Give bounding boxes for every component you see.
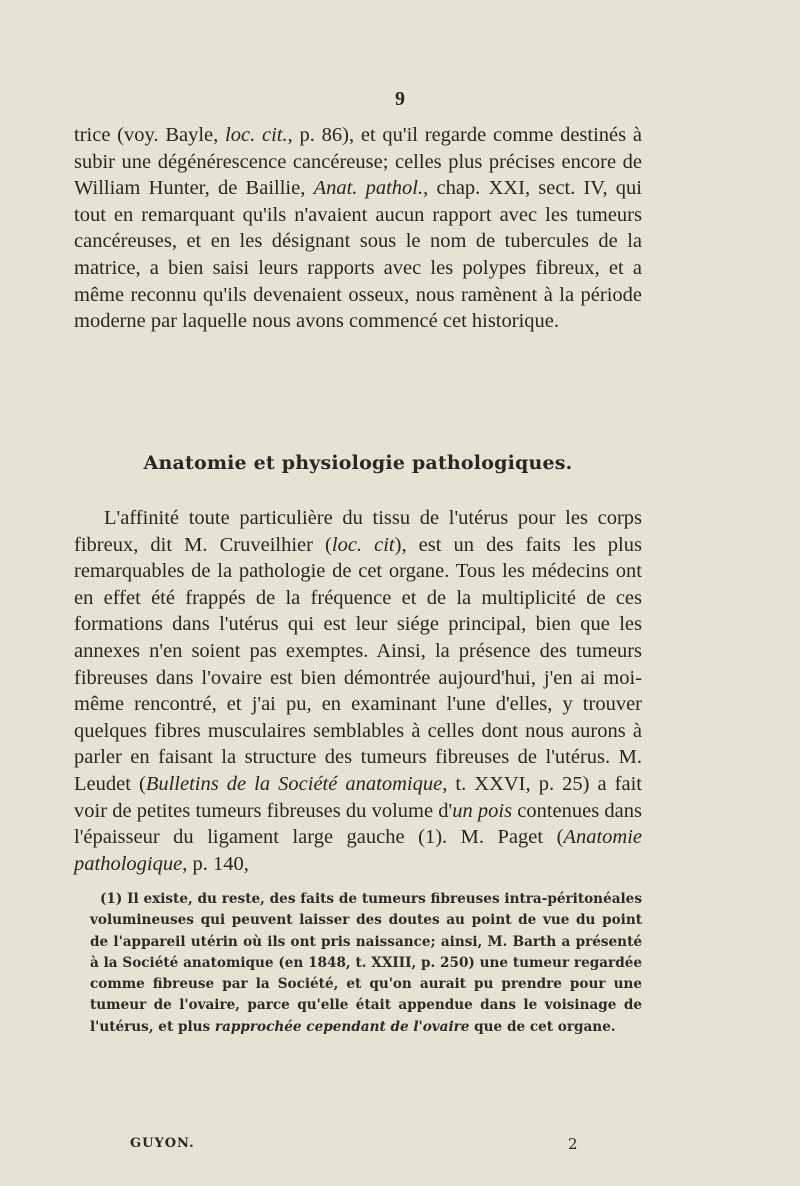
citation-italic: loc. cit. (225, 124, 288, 146)
paragraph-continuation (74, 122, 642, 335)
text-run: , t. XXVI, p. 25) a fait voir de petites tumeurs fibreuses du volume d' (74, 772, 642, 822)
text-run: contenues dans l'épaisseur du ligament large gauche (1). M. Paget ( (74, 799, 642, 849)
citation-italic: loc. cit (331, 533, 395, 556)
text-run: , p. 140, (182, 852, 249, 875)
citation-italic: un pois (452, 799, 513, 822)
page-number: 9 (395, 88, 405, 110)
footnote-text: (1) Il existe, du reste, des faits de tumeurs fibreuses intra-péritonéales volumineuses qui peuvent laisser des doutes au point de vue du point de l'appareil utérin où ils ont pris naissance; ainsi, M. Barth a présenté à la Société anatomique (en 1848, t. XXIII, p. 250) une tumeur regardée comme fibreuse par la Société, et qu'on aurait pu prendre pour une tumeur de l'ovaire, parce qu'elle était appendue dans le voisinage de l'utérus, et plus (90, 891, 642, 1035)
text-run: L'affinité toute particulière du tissu de l'utérus pour les corps fibreux, dit M. Cruveilhier ( (74, 507, 642, 556)
section-heading: Anatomie et physiologie pathologiques. (143, 452, 573, 474)
citation-italic: Anat. pathol. (313, 177, 424, 200)
text-run: trice (voy. Bayle, (74, 124, 226, 146)
text-run: , p. 86), et qu'il regarde comme destinés à subir une dégénérescence cancéreuse; celles plus précises encore de William Hunter, de Baillie, (74, 124, 642, 200)
footnote-text: que de cet organe. (469, 1018, 616, 1035)
footnote (90, 889, 642, 1038)
footnote-italic: rapprochée cependant de l'ovaire (214, 1018, 470, 1035)
signature-number: 2 (568, 1135, 578, 1153)
citation-italic: Anatomie pathologique (74, 826, 642, 875)
citation-italic: Bulletins de la Société anatomique (145, 772, 443, 795)
paragraph-main (74, 505, 642, 877)
printer-signature: GUYON. (130, 1136, 195, 1151)
text-run: ), est un des faits les plus remarquables de la pathologie de cet organe. Tous les médecins ont en effet été frappés de la fréquence et de la multiplicité de ces formations dans l'utérus qui est leur siége principal, bien que les annexes n'en soient pas exemptes. Ainsi, la présence des tumeurs fibreuses dans l'ovaire est bien démontrée aujourd'hui, j'en ai moi-même rencontré, et j'ai pu, en examinant l'une d'elles, y trouver quelques fibres musculaires semblables à celles dont nous aurons à parler en faisant la structure des tumeurs fibreuses de l'utérus. M. Leudet ( (74, 533, 642, 795)
text-run: , chap. XXI, sect. IV, qui tout en remarquant qu'ils n'avaient aucun rapport avec les tumeurs cancéreuses, et en les désignant sous le nom de tubercules de la matrice, a bien saisi leurs rapports avec les polypes fibreux, et a même reconnu qu'ils devenaient osseux, nous ramènent à la période moderne par laquelle nous avons commencé cet historique. (74, 177, 643, 333)
